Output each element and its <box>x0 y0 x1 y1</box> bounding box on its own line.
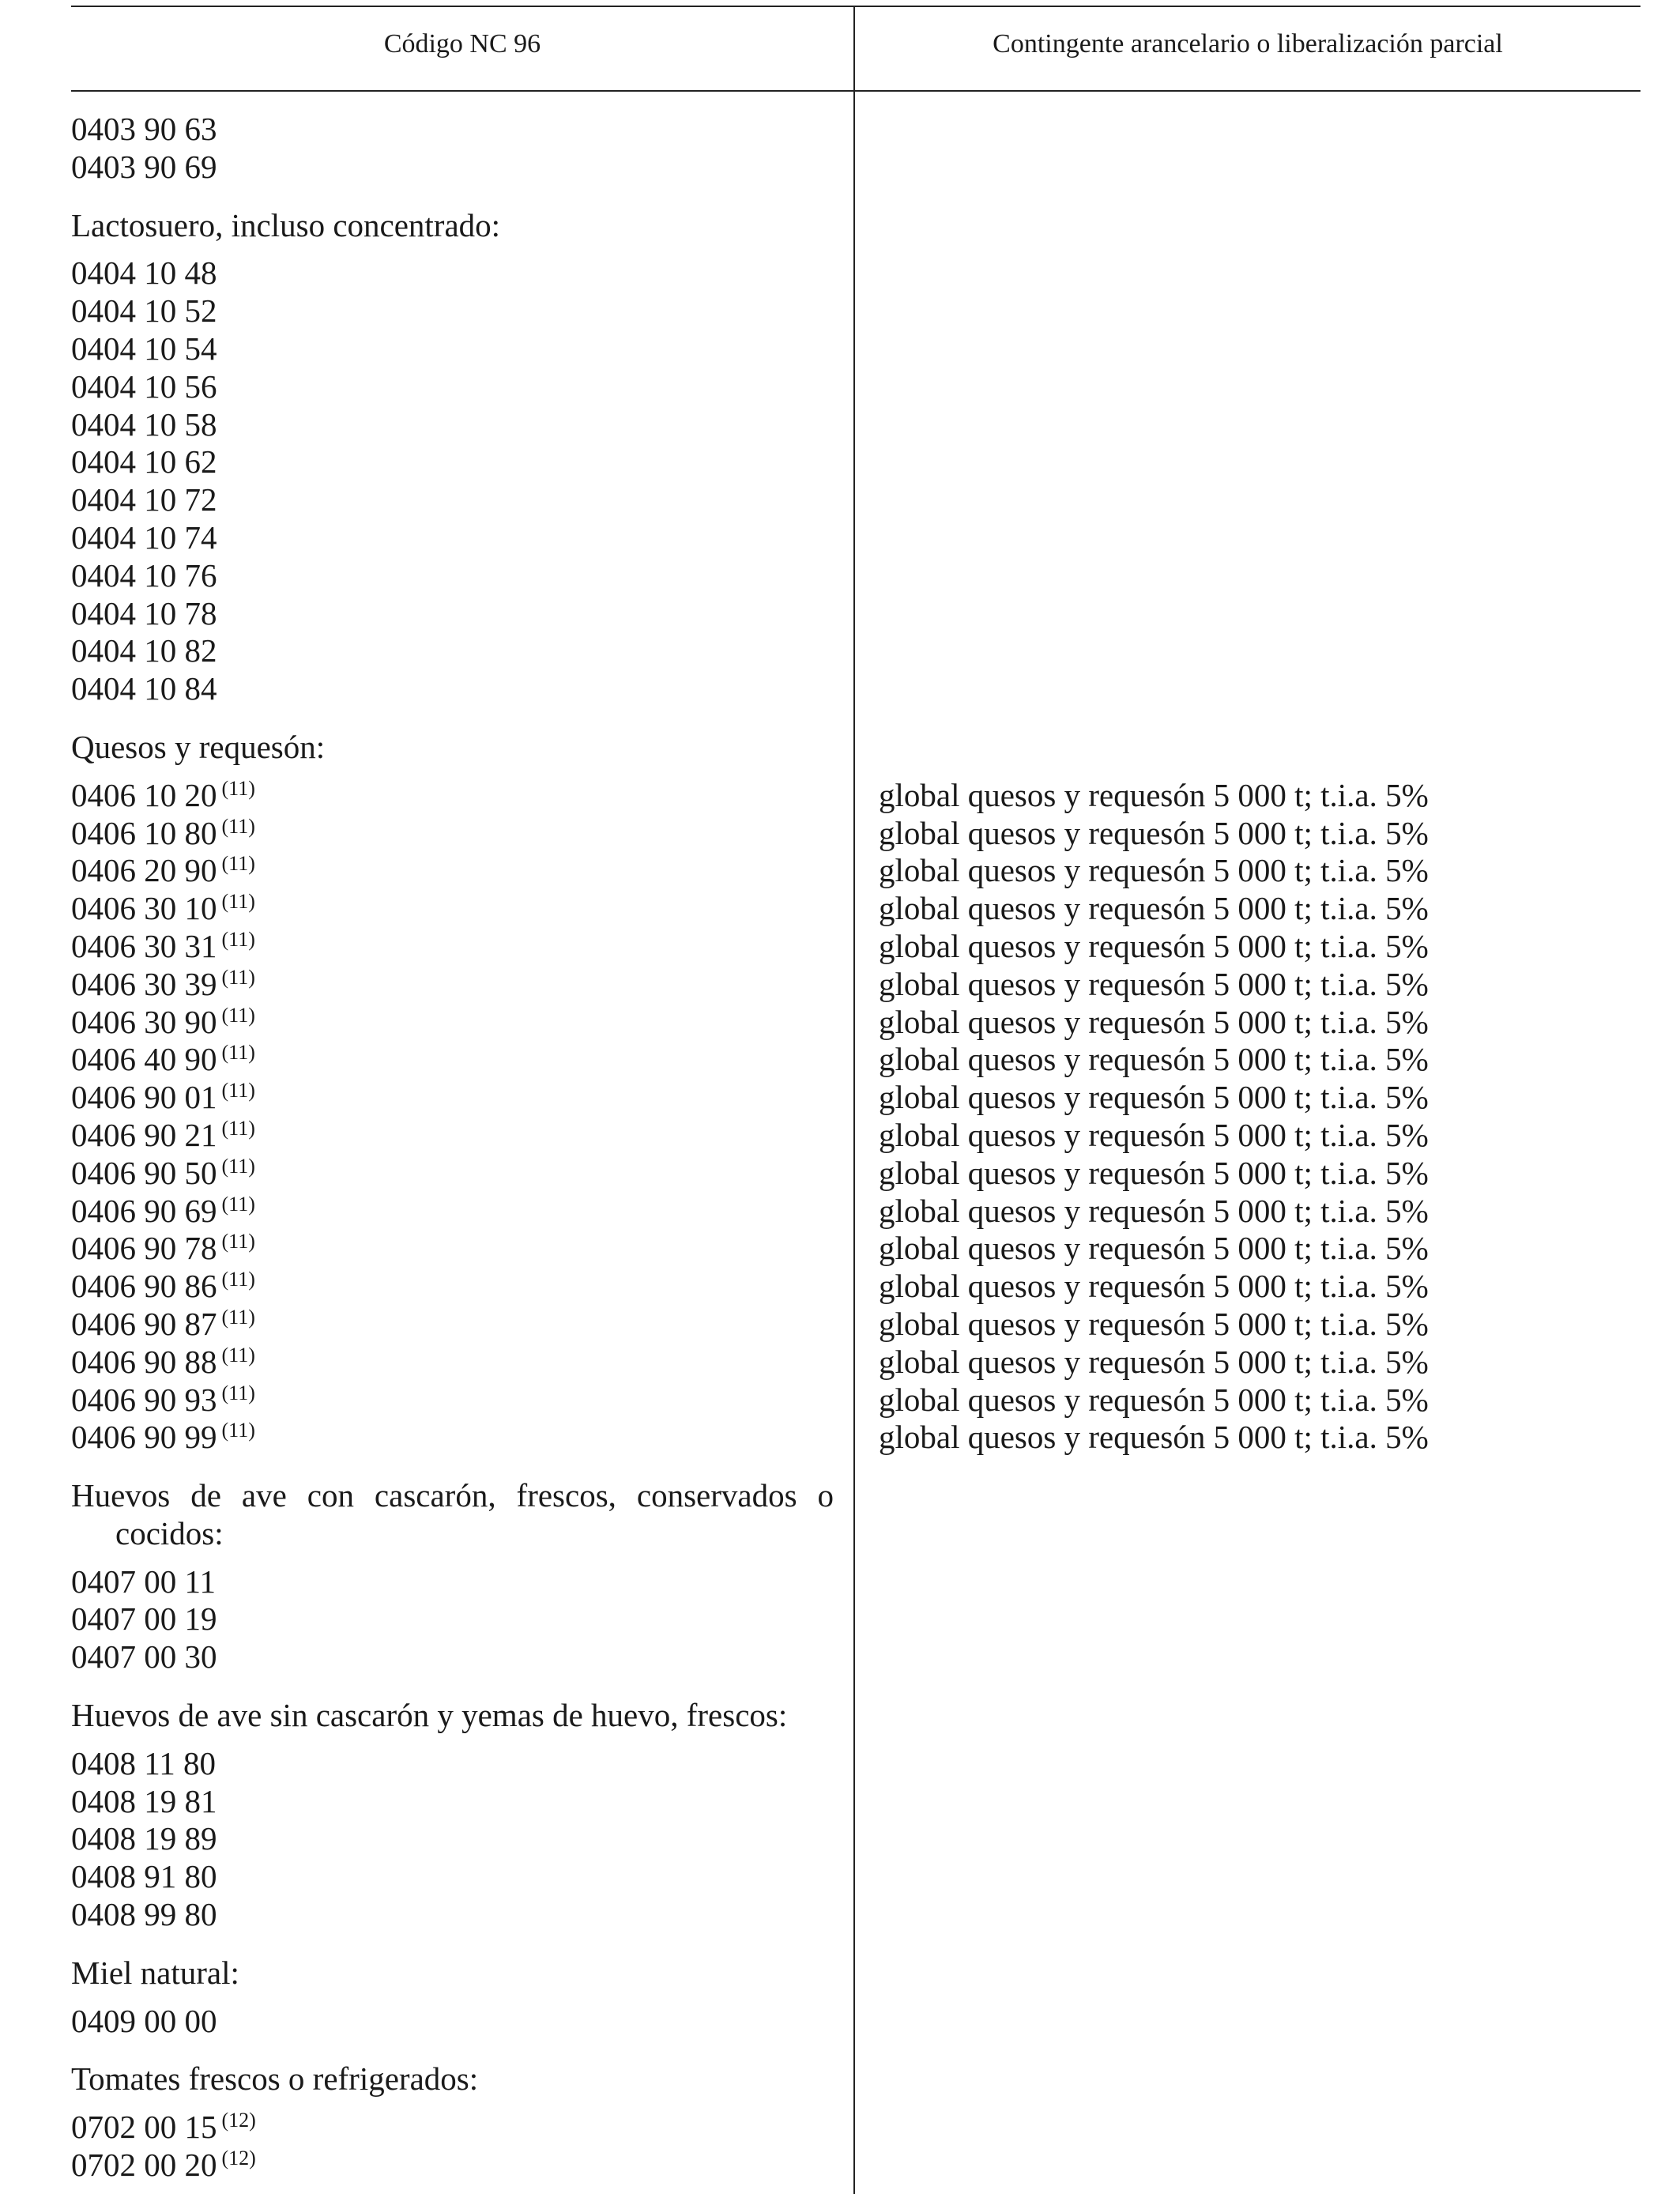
quota-cell <box>879 330 1622 368</box>
quota-cell: global quesos y requesón 5 000 t; t.i.a. 5% <box>879 1230 1429 1267</box>
code-cell <box>71 928 834 966</box>
quota-cell <box>879 368 1622 406</box>
quota-cell: global quesos y requesón 5 000 t; t.i.a. 5% <box>879 1419 1429 1456</box>
quota-cell <box>879 292 1622 330</box>
nc-code: 0408 19 81 <box>71 1782 217 1819</box>
document-page <box>71 0 1640 2194</box>
code-cell <box>71 2109 834 2147</box>
nc-code: 0404 10 62 <box>71 443 217 481</box>
code-cell <box>71 1306 834 1344</box>
nc-code: 0702 00 20 <box>71 2147 217 2184</box>
code-cell <box>71 406 834 444</box>
nc-code: 0407 00 30 <box>71 1638 217 1676</box>
quota-cell <box>879 1600 1622 1638</box>
nc-code: 0406 30 31 <box>71 927 217 964</box>
code-cell <box>71 2147 834 2185</box>
footnote-ref: (11) <box>221 965 255 989</box>
group-heading-line: Huevos de ave con cascarón, frescos, conservados o <box>71 1477 834 1514</box>
code-cell <box>71 443 834 481</box>
quota-cell <box>879 1745 1622 1783</box>
footnote-ref: (11) <box>221 814 255 838</box>
nc-code: 0406 90 87 <box>71 1305 217 1342</box>
code-cell <box>71 1344 834 1382</box>
quota-cell: global quesos y requesón 5 000 t; t.i.a. 5% <box>879 1305 1429 1342</box>
nc-code: 0404 10 54 <box>71 330 217 367</box>
group-heading <box>71 1477 834 1553</box>
footnote-ref: (11) <box>221 1003 255 1027</box>
quota-cell <box>879 1896 1622 1934</box>
nc-code: 0404 10 74 <box>71 518 217 556</box>
quota-cell <box>879 2003 1622 2041</box>
code-cell <box>71 1563 834 1601</box>
quota-cell <box>879 481 1622 519</box>
heading-spacer <box>879 2060 1622 2098</box>
footnote-ref: (11) <box>221 1192 255 1216</box>
quota-cell <box>879 111 1622 149</box>
quota-cell: global quesos y requesón 5 000 t; t.i.a. 5% <box>879 927 1429 964</box>
footnote-ref: (11) <box>221 1230 255 1253</box>
code-cell <box>71 1193 834 1231</box>
code-cell <box>71 1079 834 1117</box>
footnote-ref: (11) <box>221 1079 255 1103</box>
footnote-ref: (11) <box>221 1381 255 1404</box>
code-cell <box>71 852 834 890</box>
nc-code: 0408 91 80 <box>71 1858 217 1895</box>
footnote-ref: (11) <box>221 852 255 876</box>
group-heading: Miel natural: <box>71 1954 239 1991</box>
code-cell <box>71 1783 834 1821</box>
nc-code: 0408 11 80 <box>71 1744 216 1781</box>
code-cell <box>71 966 834 1004</box>
footnote-ref: (11) <box>221 927 255 951</box>
quota-cell: global quesos y requesón 5 000 t; t.i.a. 5% <box>879 1192 1429 1229</box>
quota-cell: global quesos y requesón 5 000 t; t.i.a. 5% <box>879 1268 1429 1305</box>
nc-code: 0702 00 15 <box>71 2109 217 2146</box>
nc-code: 0403 90 69 <box>71 148 217 185</box>
nc-code: 0404 10 56 <box>71 368 217 405</box>
quota-cell <box>879 519 1622 557</box>
nc-code: 0406 90 69 <box>71 1192 217 1229</box>
nc-code: 0406 90 88 <box>71 1343 217 1380</box>
nc-code: 0404 10 78 <box>71 594 217 631</box>
quota-cell: global quesos y requesón 5 000 t; t.i.a. 5% <box>879 852 1429 889</box>
quota-cell: global quesos y requesón 5 000 t; t.i.a. 5% <box>879 1381 1429 1418</box>
code-column <box>71 111 834 2185</box>
column-divider <box>853 6 855 2194</box>
footnote-ref: (11) <box>221 1154 255 1178</box>
heading-spacer <box>879 1697 1622 1735</box>
quota-cell <box>879 1858 1622 1896</box>
code-cell <box>71 292 834 330</box>
quota-cell: global quesos y requesón 5 000 t; t.i.a. 5% <box>879 1079 1429 1116</box>
heading-spacer <box>879 729 1622 767</box>
quota-cell <box>879 406 1622 444</box>
code-cell <box>71 632 834 670</box>
nc-code: 0408 99 80 <box>71 1896 217 1933</box>
nc-code: 0406 30 90 <box>71 1003 217 1040</box>
code-cell <box>71 368 834 406</box>
code-cell <box>71 1419 834 1457</box>
nc-code: 0403 90 63 <box>71 111 217 147</box>
code-cell <box>71 149 834 187</box>
code-cell <box>71 481 834 519</box>
code-cell <box>71 1745 834 1783</box>
table-top-rule <box>71 6 1640 7</box>
code-cell <box>71 1041 834 1079</box>
footnote-ref: (11) <box>221 1116 255 1140</box>
code-cell <box>71 1155 834 1193</box>
quota-cell <box>879 254 1622 292</box>
code-cell <box>71 1896 834 1934</box>
code-cell <box>71 1268 834 1306</box>
quota-cell <box>879 670 1622 708</box>
code-cell <box>71 815 834 853</box>
nc-code: 0404 10 72 <box>71 481 217 518</box>
nc-code: 0406 30 10 <box>71 890 217 927</box>
nc-code: 0406 10 20 <box>71 776 217 813</box>
quota-column <box>879 111 1622 2185</box>
quota-cell: global quesos y requesón 5 000 t; t.i.a. 5% <box>879 965 1429 1002</box>
footnote-ref: (11) <box>221 776 255 800</box>
nc-code: 0406 90 01 <box>71 1079 217 1116</box>
table-header-rule <box>71 90 1640 92</box>
quota-cell <box>879 1563 1622 1601</box>
nc-code: 0407 00 11 <box>71 1563 216 1600</box>
header-code: Código NC 96 <box>383 29 541 58</box>
nc-code: 0406 90 99 <box>71 1419 217 1456</box>
nc-code: 0404 10 76 <box>71 556 217 594</box>
nc-code: 0407 00 19 <box>71 1600 217 1638</box>
code-cell <box>71 2003 834 2041</box>
heading-spacer <box>879 207 1622 245</box>
nc-code: 0406 40 90 <box>71 1041 217 1078</box>
quota-cell <box>879 1783 1622 1821</box>
quota-cell: global quesos y requesón 5 000 t; t.i.a. 5% <box>879 890 1429 927</box>
header-quota: Contingente arancelario o liberalización parcial <box>993 29 1503 58</box>
nc-code: 0406 90 78 <box>71 1230 217 1267</box>
code-cell <box>71 254 834 292</box>
quota-cell <box>879 2109 1622 2147</box>
group-heading: Tomates frescos o refrigerados: <box>71 2060 479 2098</box>
nc-code: 0406 10 80 <box>71 814 217 851</box>
footnote-ref: (12) <box>221 2109 256 2132</box>
code-cell <box>71 1600 834 1638</box>
quota-cell <box>879 149 1622 187</box>
group-heading: Lactosuero, incluso concentrado: <box>71 206 501 243</box>
nc-code: 0404 10 84 <box>71 670 217 707</box>
code-cell <box>71 1638 834 1676</box>
quota-cell <box>879 595 1622 633</box>
nc-code: 0404 10 58 <box>71 405 217 443</box>
quota-cell: global quesos y requesón 5 000 t; t.i.a. 5% <box>879 776 1429 813</box>
code-cell <box>71 1117 834 1155</box>
footnote-ref: (11) <box>221 1343 255 1367</box>
nc-code: 0406 90 93 <box>71 1381 217 1418</box>
quota-cell: global quesos y requesón 5 000 t; t.i.a. 5% <box>879 814 1429 851</box>
quota-cell: global quesos y requesón 5 000 t; t.i.a. 5% <box>879 1154 1429 1191</box>
code-cell <box>71 777 834 815</box>
code-cell <box>71 1004 834 1042</box>
nc-code: 0404 10 52 <box>71 292 217 330</box>
code-cell <box>71 595 834 633</box>
quota-cell: global quesos y requesón 5 000 t; t.i.a. 5% <box>879 1343 1429 1380</box>
quota-cell <box>879 632 1622 670</box>
quota-cell: global quesos y requesón 5 000 t; t.i.a. 5% <box>879 1003 1429 1040</box>
code-cell <box>71 1382 834 1419</box>
quota-cell <box>879 443 1622 481</box>
nc-code: 0406 90 21 <box>71 1116 217 1153</box>
footnote-ref: (11) <box>221 1305 255 1329</box>
code-cell <box>71 1858 834 1896</box>
code-cell <box>71 1230 834 1268</box>
code-cell <box>71 670 834 708</box>
nc-code: 0409 00 00 <box>71 2002 217 2039</box>
footnote-ref: (11) <box>221 1419 255 1442</box>
quota-cell <box>879 1820 1622 1858</box>
heading-spacer <box>879 1477 1622 1553</box>
quota-cell <box>879 557 1622 595</box>
nc-code: 0404 10 48 <box>71 254 217 292</box>
code-cell <box>71 519 834 557</box>
quota-cell <box>879 1638 1622 1676</box>
footnote-ref: (11) <box>221 890 255 914</box>
nc-code: 0406 20 90 <box>71 852 217 889</box>
group-heading: Quesos y requesón: <box>71 728 326 765</box>
quota-cell <box>879 2147 1622 2185</box>
code-cell <box>71 557 834 595</box>
code-cell <box>71 330 834 368</box>
code-cell <box>71 111 834 149</box>
group-heading-line: cocidos: <box>115 1514 224 1551</box>
group-heading: Huevos de ave sin cascarón y yemas de huevo, frescos: <box>71 1697 788 1734</box>
nc-code: 0406 90 86 <box>71 1268 217 1305</box>
footnote-ref: (12) <box>221 2147 256 2170</box>
nc-code: 0404 10 82 <box>71 632 217 669</box>
nc-code: 0406 90 50 <box>71 1154 217 1191</box>
nc-code: 0406 30 39 <box>71 965 217 1002</box>
footnote-ref: (11) <box>221 1041 255 1065</box>
footnote-ref: (11) <box>221 1268 255 1291</box>
code-cell <box>71 1820 834 1858</box>
code-cell <box>71 890 834 928</box>
quota-cell: global quesos y requesón 5 000 t; t.i.a. 5% <box>879 1041 1429 1078</box>
quota-cell: global quesos y requesón 5 000 t; t.i.a. 5% <box>879 1116 1429 1153</box>
nc-code: 0408 19 89 <box>71 1820 217 1857</box>
heading-spacer <box>879 1955 1622 1992</box>
